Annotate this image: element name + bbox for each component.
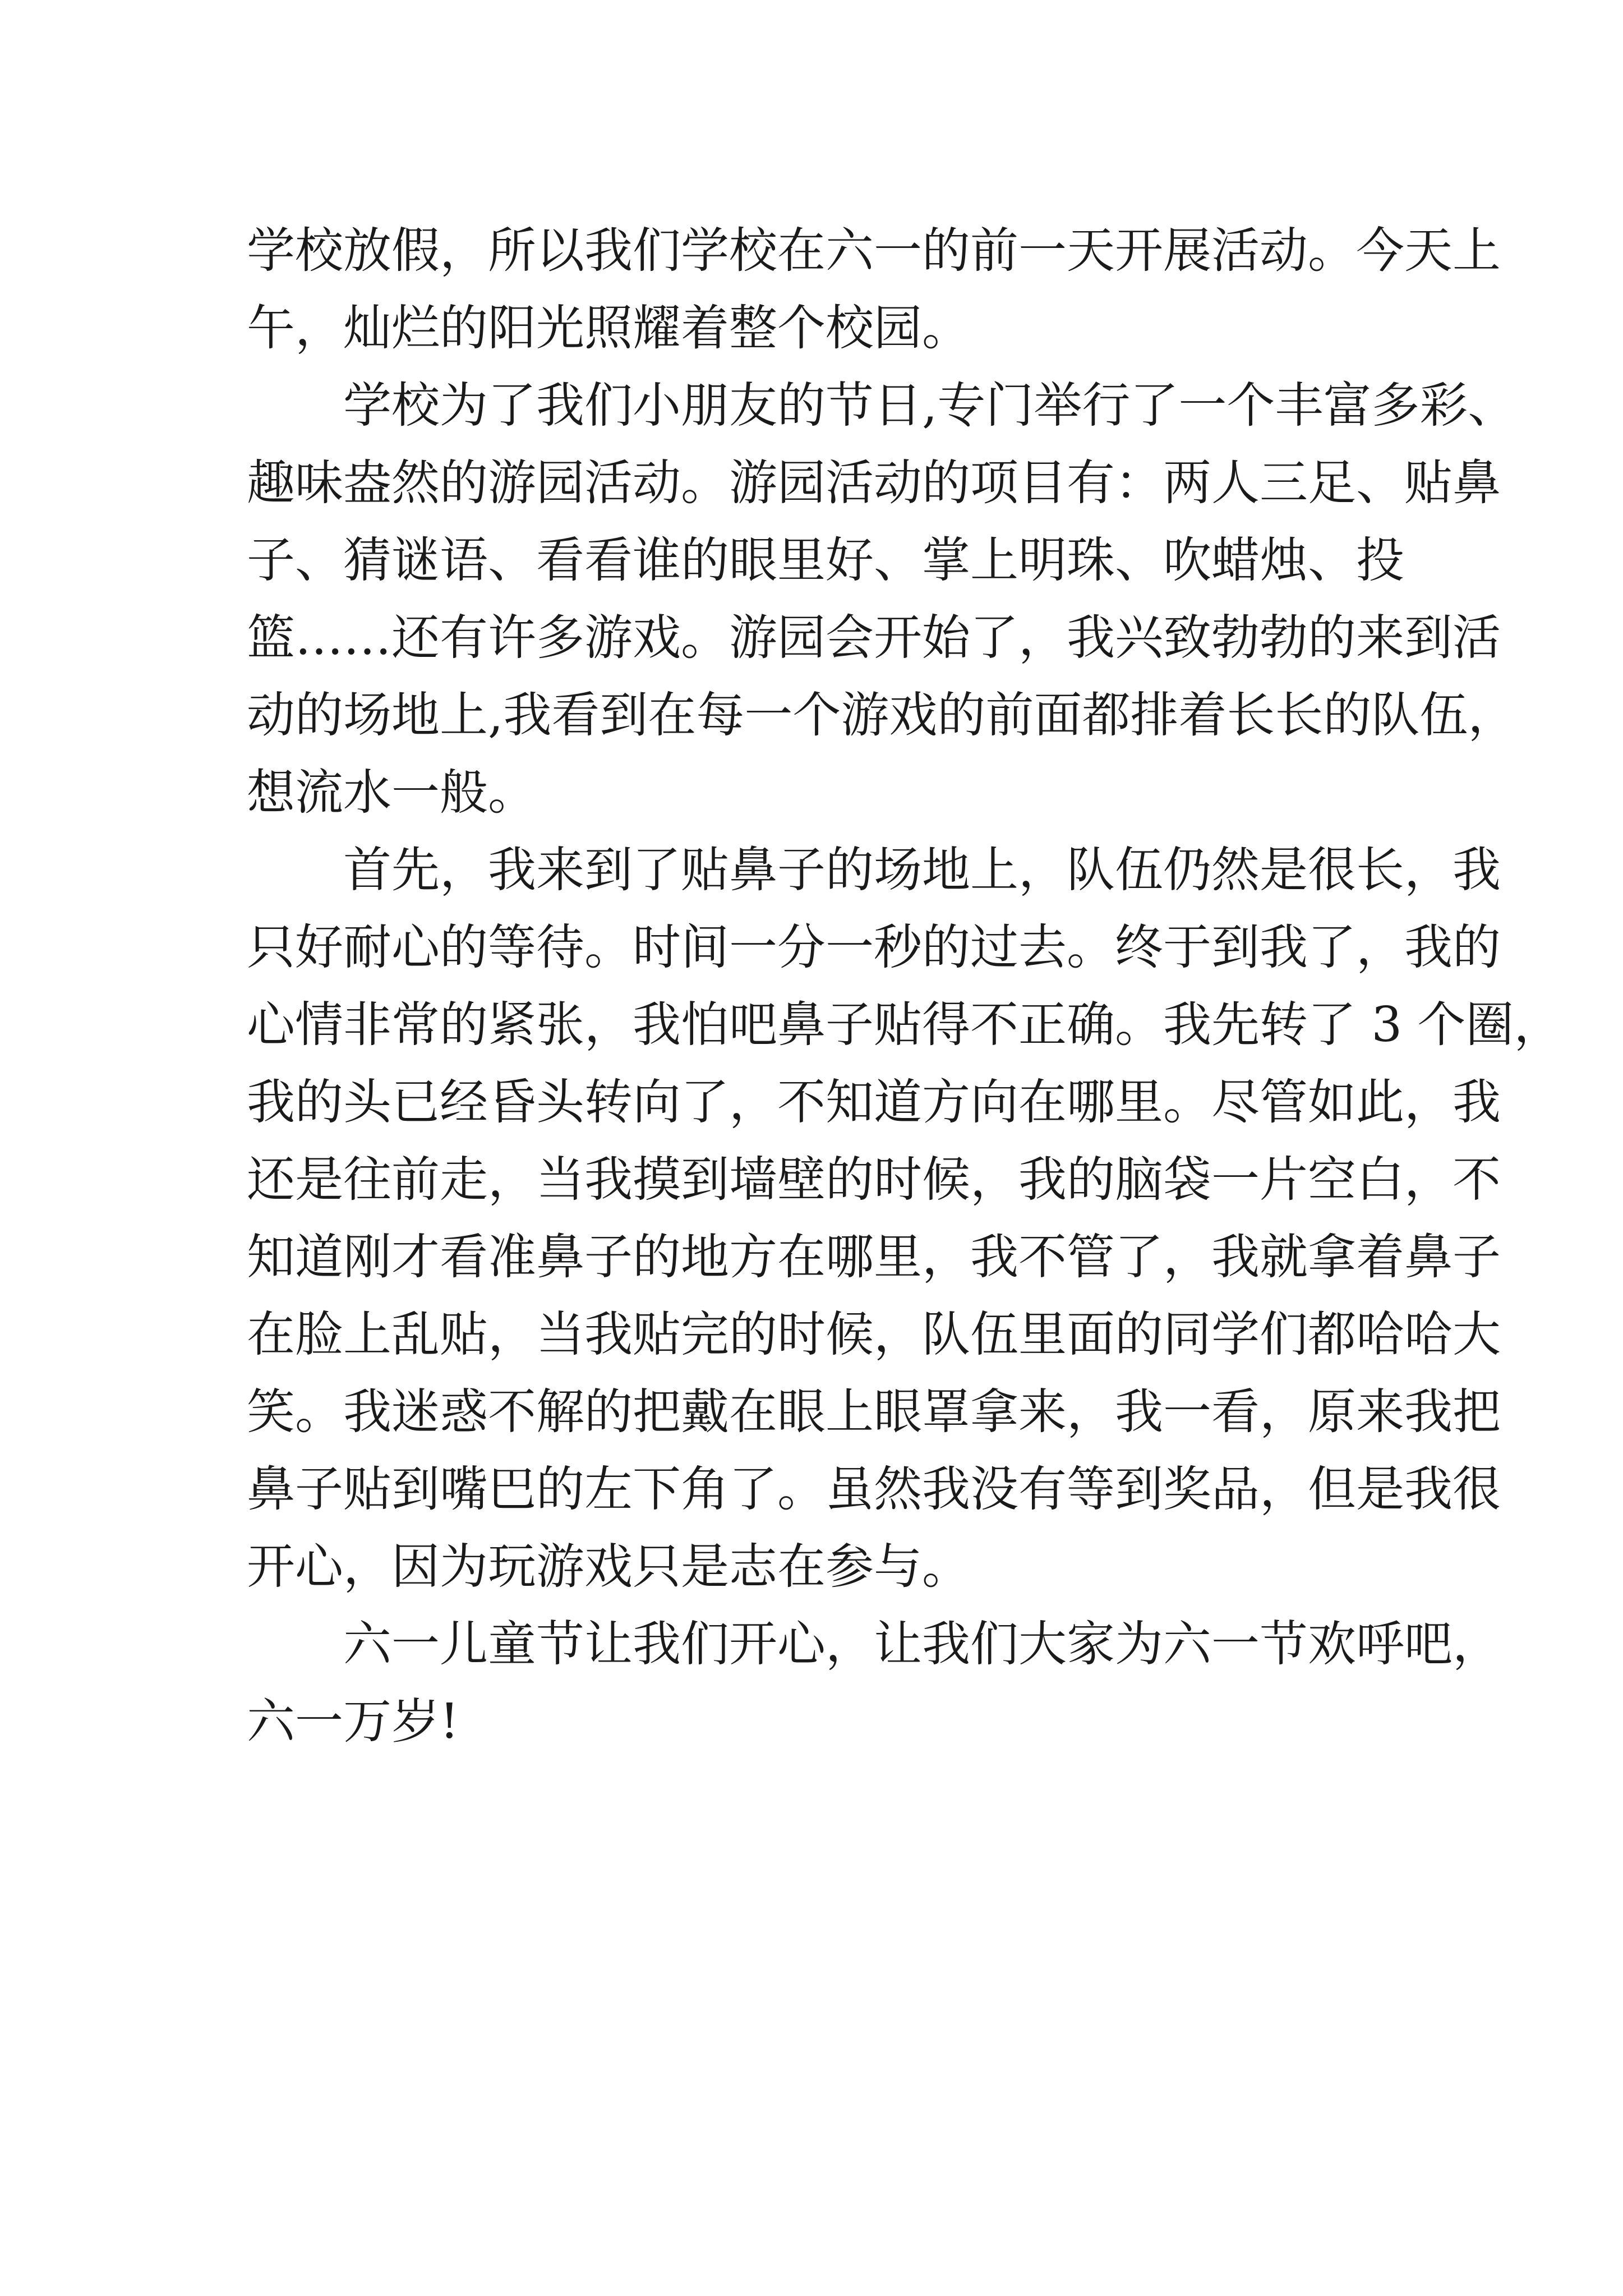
paragraph-3-line-7: 在脸上乱贴，当我贴完的时候，队伍里面的同学们都哈哈大 xyxy=(247,1306,1501,1363)
paragraph-1 xyxy=(247,212,1501,367)
paragraph-3-line-3: 心情非常的紧张，我怕吧鼻子贴得不正确。我先转了 3 个圈， xyxy=(247,997,1562,1053)
paragraph-3-line-6: 知道刚才看准鼻子的地方在哪里，我不管了，我就拿着鼻子 xyxy=(247,1229,1501,1285)
paragraph-3-line-2: 只好耐心的等待。时间一分一秒的过去。终于到我了，我的 xyxy=(247,919,1501,976)
paragraph-4 xyxy=(247,1605,1501,1760)
paragraph-1-line-2: 午，灿烂的阳光照耀着整个校园。 xyxy=(247,300,970,356)
paragraph-2-line-5: 动的场地上,我看到在每一个游戏的前面都排着长长的队伍， xyxy=(247,687,1516,743)
paragraph-2-line-3: 子、猜谜语、看看谁的眼里好、掌上明珠、吹蜡烛、投 xyxy=(247,532,1404,588)
paragraph-4-line-2: 六一万岁! xyxy=(247,1694,459,1750)
paragraph-3-line-10: 开心，因为玩游戏只是志在参与。 xyxy=(247,1539,970,1595)
paragraph-3-line-1: 首先，我来到了贴鼻子的场地上，队伍仍然是很长，我 xyxy=(343,842,1501,898)
paragraph-2 xyxy=(247,367,1516,831)
paragraph-1-line-1: 学校放假，所以我们学校在六一的前一天开展活动。今天上 xyxy=(247,223,1501,279)
paragraph-3 xyxy=(247,831,1562,1605)
paragraph-3-line-8: 笑。我迷惑不解的把戴在眼上眼罩拿来，我一看，原来我把 xyxy=(247,1384,1501,1440)
paragraph-4-line-1: 六一儿童节让我们开心，让我们大家为六一节欢呼吧， xyxy=(343,1616,1501,1672)
paragraph-3-line-9: 鼻子贴到嘴巴的左下角了。虽然我没有等到奖品，但是我很 xyxy=(247,1461,1501,1517)
paragraph-2-line-1: 学校为了我们小朋友的节日,专门举行了一个丰富多彩、 xyxy=(343,378,1516,434)
paragraph-2-line-6: 想流水一般。 xyxy=(247,765,536,821)
essay-body xyxy=(247,212,1562,1760)
paragraph-2-line-4: 篮……还有许多游戏。游园会开始了，我兴致勃勃的来到活 xyxy=(247,610,1501,666)
paragraph-3-line-5: 还是往前走，当我摸到墙壁的时候，我的脑袋一片空白，不 xyxy=(247,1152,1501,1208)
paragraph-3-line-4: 我的头已经昏头转向了，不知道方向在哪里。尽管如此，我 xyxy=(247,1074,1501,1130)
paragraph-2-line-2: 趣味盎然的游园活动。游园活动的项目有：两人三足、贴鼻 xyxy=(247,455,1501,511)
